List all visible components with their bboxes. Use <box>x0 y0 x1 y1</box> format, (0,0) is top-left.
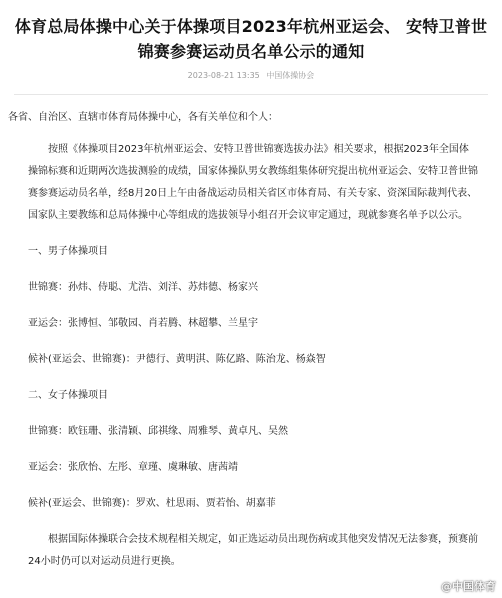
men-alternates-roster: 候补(亚运会、世锦赛)：尹德行、黄明淇、陈亿路、陈治龙、杨焱智 <box>28 354 326 365</box>
article-body <box>0 107 502 573</box>
article-source: 中国体操协会 <box>266 71 315 80</box>
intro-paragraph: 按照《体操项目2023年杭州亚运会、安特卫普世锦赛选拔办法》相关要求，根据2023年全国体操锦标赛和近期两次选拔测验的成绩，国家体操队男女教练组集体研究提出杭州亚运会、安特卫普世锦赛参赛运动员名单，经8月20日上午由备战运动员相关省区市体育局、有关专家、资深国际裁判代表、国家队主要教练和总局体操中心等组成的选拔领导小组召开会议审定通过，现就参赛名单予以公示。 <box>28 144 478 221</box>
title-divider <box>14 94 488 95</box>
closing-paragraph: 根据国际体操联合会技术规程相关规定，如正选运动员出现伤病或其他突发情况无法参赛，预赛前24小时仍可以对运动员进行更换。 <box>28 534 478 567</box>
article-title: 体育总局体操中心关于体操项目2023年杭州亚运会、 安特卫普世锦赛参赛运动员名单公示的通知 <box>14 17 488 61</box>
women-alternates-roster: 候补(亚运会、世锦赛)：罗欢、杜思雨、贾若怡、胡嘉菲 <box>28 498 276 509</box>
article-meta <box>0 70 502 82</box>
source-watermark: @中国体育 <box>441 580 496 593</box>
men-asian-games-roster: 亚运会：张博恒、邹敬园、肖若腾、林超攀、兰星宇 <box>28 318 258 329</box>
women-worlds-roster: 世锦赛：欧钰珊、张清颖、邱祺缘、周雅琴、黄卓凡、吴然 <box>28 426 288 437</box>
women-section-heading: 二、女子体操项目 <box>28 390 108 401</box>
women-asian-games-roster: 亚运会：张欣怡、左彤、章瑾、虞琳敏、唐茜靖 <box>28 462 238 473</box>
men-section-heading: 一、男子体操项目 <box>28 246 108 257</box>
publish-date: 2023-08-21 13:35 <box>187 71 260 80</box>
greeting: 各省、自治区、直辖市体育局体操中心，各有关单位和个人： <box>8 112 278 123</box>
men-worlds-roster: 世锦赛：孙炜、侍聪、尤浩、刘洋、苏炜德、杨家兴 <box>28 282 258 293</box>
